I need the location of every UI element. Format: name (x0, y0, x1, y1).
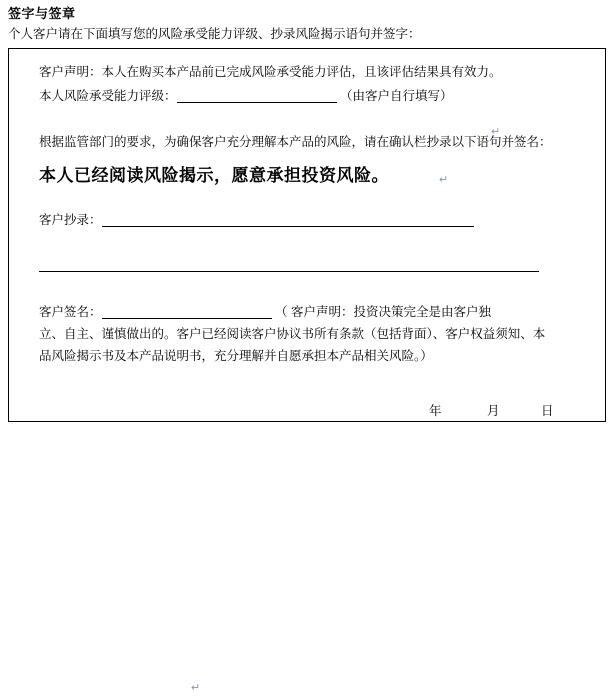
risk-acknowledgement-statement: 本人已经阅读风险揭示，愿意承担投资风险。 (39, 166, 389, 185)
transcription-label: 客户抄录： (39, 213, 102, 227)
pilcrow-icon: ↵ (191, 682, 201, 694)
page-title: 签字与签章 (8, 6, 76, 21)
date-day-label: 日 (541, 404, 554, 418)
signature-input[interactable] (102, 304, 272, 319)
transcription-line (39, 209, 584, 231)
customer-declaration-text: 客户声明：本人在购买本产品前已完成风险承受能力评估，且该评估结果具有效力。 (39, 65, 502, 79)
signature-label: 客户签名： (39, 305, 102, 319)
regulatory-instruction: 根据监管部门的要求，为确保客户充分理解本产品的风险，请在确认栏抄录以下语句并签名： (39, 135, 552, 149)
date-year-label: 年 (429, 404, 442, 418)
pilcrow-icon: ↵ (439, 174, 449, 186)
transcription-input[interactable] (102, 212, 474, 227)
date-month-label: 月 (487, 404, 500, 418)
signature-line (39, 301, 584, 323)
intro-instruction: 个人客户请在下面填写您的风险承受能力评级、抄录风险揭示语句并签字： (8, 27, 421, 41)
transcription-second-line[interactable] (39, 271, 539, 272)
risk-rating-note: （由客户自行填写） (340, 89, 453, 103)
risk-rating-input[interactable] (177, 88, 337, 103)
notice-text-line3-text: 品风险揭示书及本产品说明书，充分理解并自愿承担本产品相关风险。） (39, 349, 433, 363)
notice-text-line2: 立、自主、谨慎做出的。客户已经阅读客户协议书所有条款（包括背面）、客户权益须知、本 (39, 327, 546, 341)
notice-text-line3 (39, 345, 584, 694)
risk-rating-label: 本人风险承受能力评级： (39, 89, 177, 103)
notice-text-line1: （ 客户声明：投资决策完全是由客户独 (275, 305, 491, 319)
pilcrow-icon: ↵ (491, 126, 501, 138)
signature-box (8, 48, 606, 694)
